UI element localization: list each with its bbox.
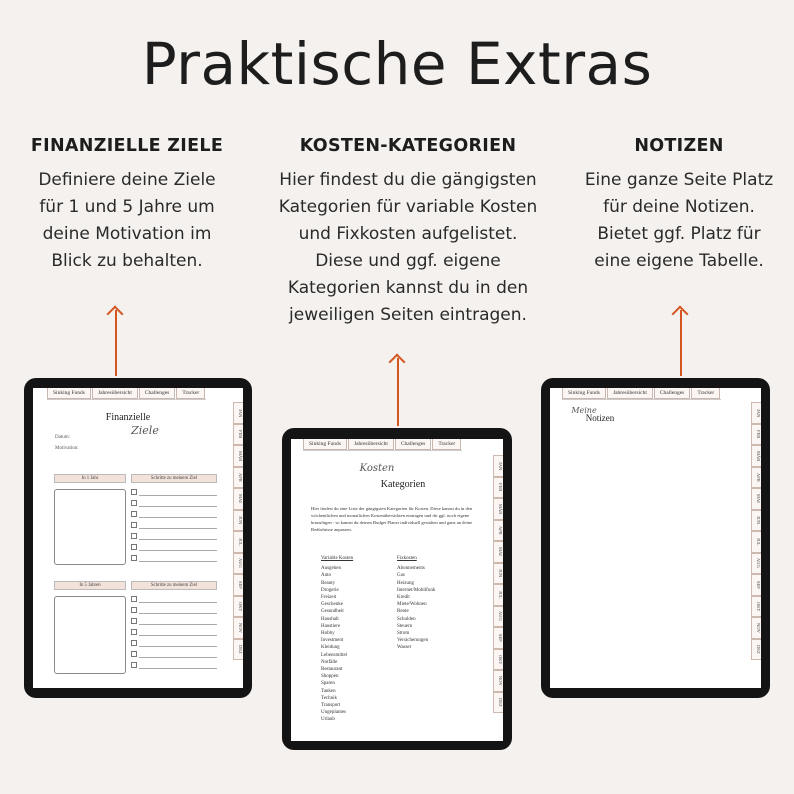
list-item: Ungeplantes (321, 710, 346, 716)
column-heading: NOTIZEN (634, 136, 724, 156)
checkbox[interactable] (131, 607, 137, 613)
arrow-up-icon (397, 358, 399, 426)
step-line (139, 561, 217, 562)
page-heading-script: Meine (571, 406, 597, 415)
camera-icon (386, 431, 408, 436)
camera-icon (127, 381, 149, 386)
checkbox[interactable] (131, 662, 137, 668)
tab-sinking-funds[interactable]: Sinking Funds (47, 388, 91, 399)
tab-month[interactable]: JUN (493, 563, 503, 585)
step-line (139, 624, 217, 625)
tab-month[interactable]: MAI (751, 488, 761, 510)
tab-month[interactable]: DEZ (233, 639, 243, 661)
tab-tracker[interactable]: Tracker (691, 388, 720, 399)
list-item: Wasser (397, 645, 412, 651)
list-item: Steuern (397, 623, 413, 629)
step-line (139, 668, 217, 669)
list-item: Haustiere (321, 623, 341, 629)
checkbox[interactable] (131, 618, 137, 624)
step-line (139, 613, 217, 614)
column-text: Eine ganze Seite Platz für deine Notizen. Bietet ggf. Platz für eine eigene Tabelle. (584, 170, 774, 271)
list-item: Haushalt (321, 616, 339, 622)
list-item: Miete/Wohnen (397, 602, 427, 608)
tab-month[interactable]: APR (493, 520, 503, 542)
list-item: Sparen (321, 681, 335, 687)
goal-box-header: In 5 Jahren (54, 581, 126, 590)
tab-challenges[interactable]: Challenges (654, 388, 690, 399)
tab-month[interactable]: AUG (751, 553, 761, 575)
step-line (139, 635, 217, 636)
checkbox[interactable] (131, 596, 137, 602)
list-item: Investment (321, 638, 344, 644)
tab-bar (303, 439, 462, 451)
list-item: Hobby (321, 631, 335, 637)
goal-box-header: In 1 Jahr (54, 474, 126, 483)
tab-month[interactable]: SEP (233, 574, 243, 596)
fixed-costs-list (397, 555, 477, 652)
page-heading: Notizen (585, 413, 615, 423)
tab-jahresuebersicht[interactable]: Jahresübersicht (607, 388, 653, 399)
page-heading-script: Ziele (131, 424, 159, 437)
list-item: Drogerie (321, 587, 339, 593)
tab-month[interactable]: OKT (493, 649, 503, 671)
tab-sinking-funds[interactable]: Sinking Funds (303, 439, 347, 450)
checkbox[interactable] (131, 544, 137, 550)
checkbox[interactable] (131, 533, 137, 539)
tab-month[interactable]: JUN (751, 510, 761, 532)
list-item: Transport (321, 703, 341, 709)
tablet-screen (550, 388, 761, 688)
goal-box[interactable] (54, 596, 126, 674)
column-text: Definiere deine Ziele für 1 und 5 Jahre um deine Motivation im Blick zu behalten. (38, 170, 216, 271)
column-finanzielle-ziele (18, 136, 236, 275)
steps-header: Schritte zu meinem Ziel (131, 581, 217, 590)
list-item: Kredit (397, 595, 410, 601)
list-item: Gesundheit (321, 609, 344, 615)
tab-month[interactable]: DEZ (493, 692, 503, 714)
checkbox[interactable] (131, 511, 137, 517)
arrow-up-icon (115, 310, 117, 376)
step-line (139, 506, 217, 507)
tablet-notizen (541, 378, 770, 698)
tab-jahresuebersicht[interactable]: Jahresübersicht (92, 388, 138, 399)
list-item: Lebensmittel (321, 652, 348, 658)
list-item: Beauty (321, 580, 336, 586)
tab-tracker[interactable]: Tracker (432, 439, 461, 450)
tab-month[interactable]: MÄR (493, 498, 503, 520)
list-item: Abonnements (397, 566, 425, 572)
list-heading: Variable Kosten (321, 556, 354, 561)
tab-bar (562, 388, 721, 400)
list-item: Internet/Mobilfunk (397, 587, 436, 593)
variable-costs-list (321, 555, 391, 724)
list-item: Auto (321, 573, 331, 579)
tab-month[interactable]: OKT (233, 596, 243, 618)
page-heading-script: Kosten (359, 463, 395, 474)
tablet-screen (33, 388, 243, 688)
list-item: Notfälle (321, 659, 338, 665)
step-line (139, 602, 217, 603)
list-item: Rente (397, 609, 409, 615)
tab-month[interactable]: MÄR (751, 445, 761, 467)
step-line (139, 646, 217, 647)
tab-month[interactable]: JAN (233, 402, 243, 424)
page-heading: Kategorien (380, 479, 426, 490)
tab-tracker[interactable]: Tracker (176, 388, 205, 399)
tab-month[interactable]: MAI (493, 541, 503, 563)
tab-sinking-funds[interactable]: Sinking Funds (562, 388, 606, 399)
page-heading: Finanzielle (105, 412, 151, 423)
checkbox[interactable] (131, 555, 137, 561)
column-kosten-kategorien (252, 136, 564, 329)
tab-challenges[interactable]: Challenges (139, 388, 175, 399)
list-item: Strom (397, 631, 410, 637)
tab-month[interactable]: AUG (233, 553, 243, 575)
list-item: Versicherungen (397, 638, 429, 644)
tablet-kosten-kategorien (282, 428, 512, 750)
datum-label: Datum: (55, 435, 70, 440)
list-item: Gas (397, 573, 405, 579)
checkbox[interactable] (131, 500, 137, 506)
goal-box[interactable] (54, 489, 126, 565)
tab-month[interactable]: JUN (233, 510, 243, 532)
list-item: Schulden (397, 616, 416, 622)
tab-month[interactable]: MÄR (233, 445, 243, 467)
tab-month[interactable]: NOV (493, 670, 503, 692)
column-heading: KOSTEN-KATEGORIEN (299, 136, 517, 156)
column-heading: FINANZIELLE ZIELE (30, 136, 224, 156)
month-tabs (233, 402, 243, 660)
tab-month[interactable]: APR (233, 467, 243, 489)
tab-month[interactable]: AUG (493, 606, 503, 628)
tablet-finanzielle-ziele (24, 378, 252, 698)
tab-month[interactable]: JUL (751, 531, 761, 553)
step-line (139, 550, 217, 551)
tab-bar (47, 388, 206, 400)
step-line (139, 528, 217, 529)
column-text: Hier findest du die gängigsten Kategorien für variable Kosten und Fixkosten aufgelistet. Diese und ggf. eigene Kategorien kannst du in den jeweiligen Seiten eintragen. (278, 170, 538, 325)
list-item: Ausgehen (321, 566, 341, 572)
tab-month[interactable]: FEB (233, 424, 243, 446)
motivation-label: Motivation: (55, 446, 79, 451)
step-line (139, 539, 217, 540)
tab-month[interactable]: FEB (751, 424, 761, 446)
tab-month[interactable]: DEZ (751, 639, 761, 661)
tab-month[interactable]: MAI (233, 488, 243, 510)
tab-month[interactable]: OKT (751, 596, 761, 618)
checkbox[interactable] (131, 489, 137, 495)
checkbox[interactable] (131, 629, 137, 635)
tab-month[interactable]: SEP (751, 574, 761, 596)
list-item: Urlaub (321, 717, 335, 723)
arrow-up-icon (680, 310, 682, 376)
tab-month[interactable]: JUL (493, 584, 503, 606)
tab-month[interactable]: NOV (751, 617, 761, 639)
step-line (139, 657, 217, 658)
tab-month[interactable]: NOV (233, 617, 243, 639)
list-heading: Fixkosten (397, 556, 417, 561)
list-item: Shoppen (321, 674, 339, 680)
intro-text: Hier findest du eine Liste der gängigsten Kategorien für Kosten. Diese kannst du in den wöchentlichen und monatlichen Kostenübersichten eintragen und dir ggf. noch eigene hinzufügen - so kannst du deinen Budget Planer individuell gestalten und ganz an deine Bedürfnisse anpassen. (311, 506, 473, 532)
list-item: Technik (321, 695, 338, 701)
tab-month[interactable]: SEP (493, 627, 503, 649)
steps-header: Schritte zu meinem Ziel (131, 474, 217, 483)
tab-month[interactable]: FEB (493, 477, 503, 499)
month-tabs (493, 455, 503, 713)
tab-month[interactable]: APR (751, 467, 761, 489)
tab-month[interactable]: JAN (751, 402, 761, 424)
list-item: Kleidung (321, 645, 340, 651)
month-tabs (751, 402, 761, 660)
step-line (139, 517, 217, 518)
tab-jahresuebersicht[interactable]: Jahresübersicht (348, 439, 394, 450)
list-item: Restaurant (321, 667, 343, 673)
tablet-screen (291, 439, 503, 741)
list-item: Heizung (397, 580, 414, 586)
tab-month[interactable]: JUL (233, 531, 243, 553)
checkbox[interactable] (131, 640, 137, 646)
page-title: Praktische Extras (141, 30, 653, 98)
step-line (139, 495, 217, 496)
list-item: Geschenke (321, 602, 343, 608)
checkbox[interactable] (131, 522, 137, 528)
tab-month[interactable]: JAN (493, 455, 503, 477)
camera-icon (645, 381, 667, 386)
tab-challenges[interactable]: Challenges (395, 439, 431, 450)
list-item: Tanken (321, 688, 336, 694)
list-item: Freizeit (321, 595, 337, 601)
checkbox[interactable] (131, 651, 137, 657)
column-notizen (568, 136, 790, 275)
